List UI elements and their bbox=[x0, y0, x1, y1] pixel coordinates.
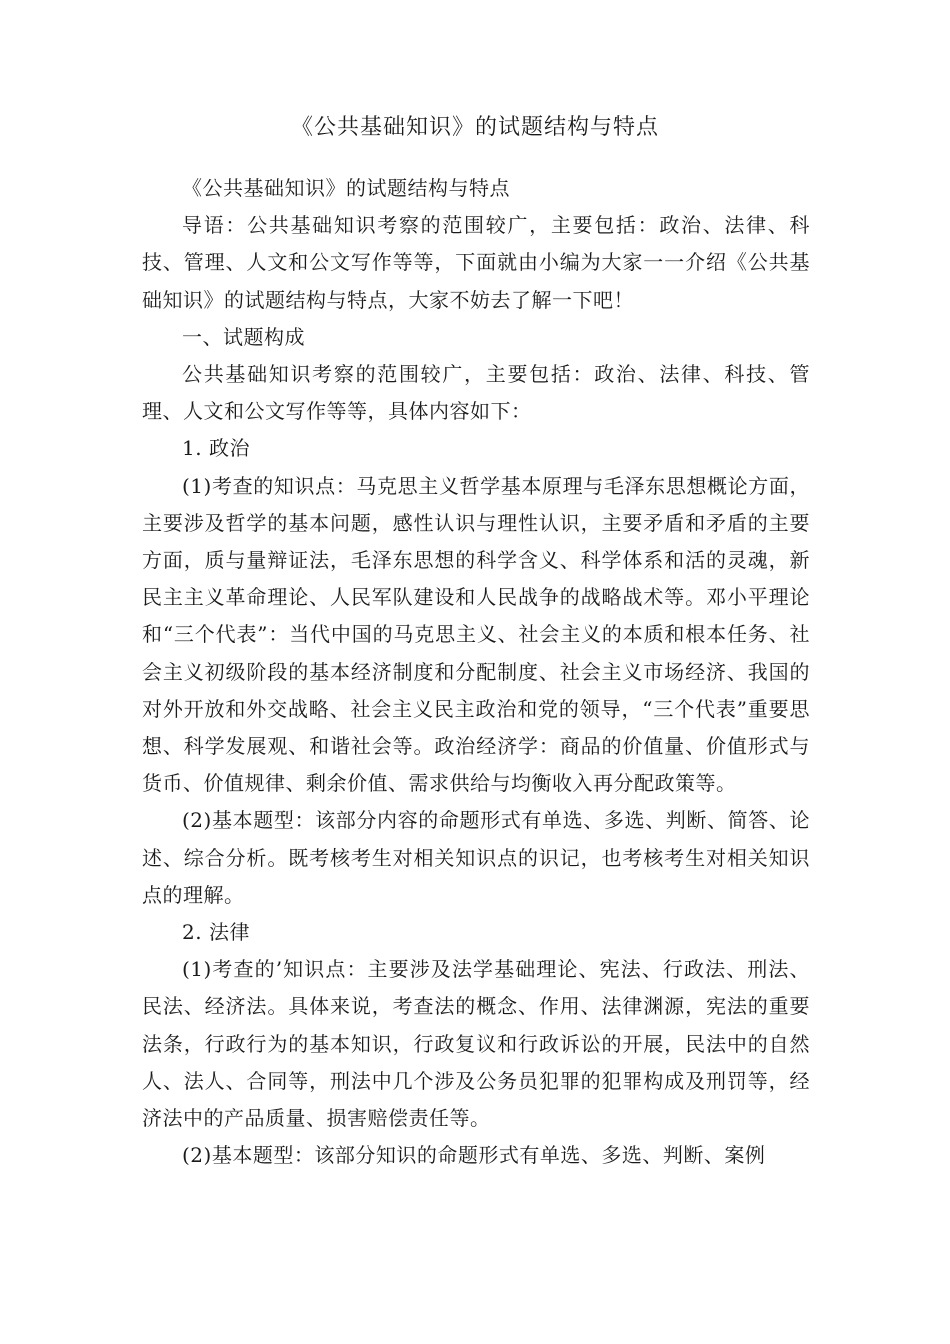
section-heading-composition: 一、试题构成 bbox=[182, 324, 305, 349]
subsection-heading-politics: 1. 政治 bbox=[182, 436, 250, 461]
document-body bbox=[142, 170, 810, 1174]
document-title: 《公共基础知识》的试题结构与特点 bbox=[290, 115, 659, 140]
paragraph-scope: 公共基础知识考察的范围较广，主要包括：政治、法律、科技、管理、人文和公文写作等等，具体内容如下： bbox=[142, 362, 810, 424]
paragraph-politics-knowledge: (1)考查的知识点：马克思主义哲学基本原理与毛泽东思想概论方面，主要涉及哲学的基本问题，感性认识与理性认识，主要矛盾和矛盾的主要方面，质与量辩证法，毛泽东思想的科学含义、科学体系和活的灵魂，新民主主义革命理论、人民军队建设和人民战争的战略战术等。邓小平理论和“三个代表”：当代中国的马克思主义、社会主义的本质和根本任务、社会主义初级阶段的基本经济制度和分配制度、社会主义市场经济、我国的对外开放和外交战略、社会主义民主政治和党的领导，“三个代表”重要思想、科学发展观、和谐社会等。政治经济学：商品的价值量、价值形式与货币、价值规律、剩余价值、需求供给与均衡收入再分配政策等。 bbox=[142, 473, 810, 796]
paragraph-law-question-types: (2)基本题型：该部分知识的命题形式有单选、多选、判断、案例 bbox=[182, 1143, 766, 1168]
paragraph-intro: 导语：公共基础知识考察的范围较广，主要包括：政治、法律、科技、管理、人文和公文写作等等，下面就由小编为大家一一介绍《公共基础知识》的试题结构与特点，大家不妨去了解一下吧！ bbox=[142, 213, 810, 312]
paragraph-law-knowledge: (1)考查的’知识点：主要涉及法学基础理论、宪法、行政法、刑法、民法、经济法。具体来说，考查法的概念、作用、法律渊源，宪法的重要法条，行政行为的基本知识，行政复议和行政诉讼的开展，民法中的自然人、法人、合同等，刑法中几个涉及公务员犯罪的犯罪构成及刑罚等，经济法中的产品质量、损害赔偿责任等。 bbox=[142, 957, 810, 1131]
paragraph-politics-question-types: (2)基本题型：该部分内容的命题形式有单选、多选、判断、简答、论述、综合分析。既考核考生对相关知识点的识记，也考核考生对相关知识点的理解。 bbox=[142, 808, 810, 907]
subsection-heading-law: 2. 法律 bbox=[182, 920, 250, 945]
paragraph-subtitle: 《公共基础知识》的试题结构与特点 bbox=[182, 176, 510, 200]
